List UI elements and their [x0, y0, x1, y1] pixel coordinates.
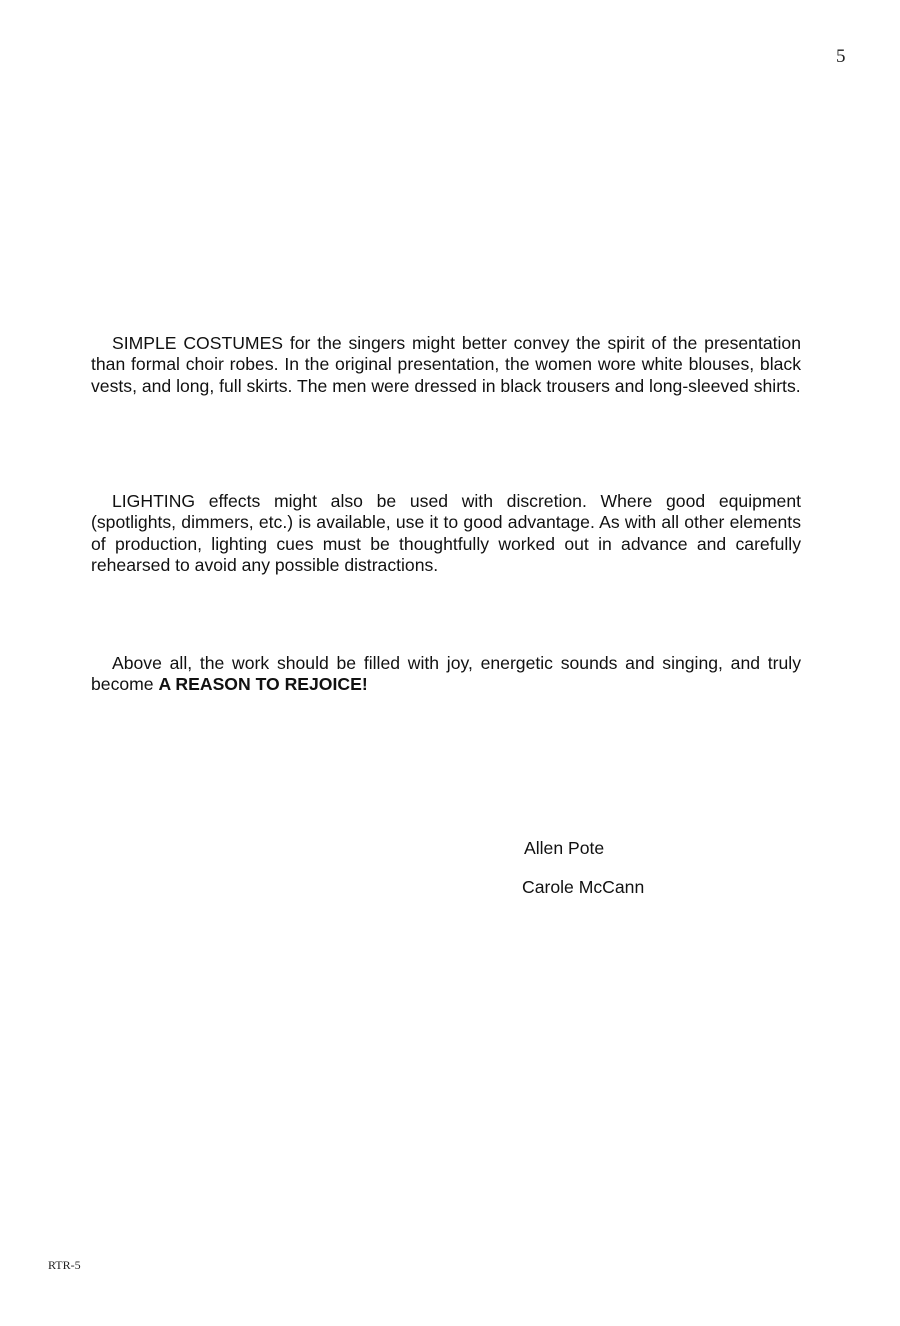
- closing-paragraph: [91, 653, 801, 696]
- costumes-paragraph: SIMPLE COSTUMES for the singers might better convey the spirit of the presentation than formal choir robes. In the original presentation, the women wore white blouses, black vests, and long, full skirts. The men were dressed in black trousers and long-sleeved shirts.: [91, 333, 801, 396]
- lighting-paragraph: LIGHTING effects might also be used with discretion. Where good equipment (spotlights, dimmers, etc.) is available, use it to good advantage. As with all other elements of production, lighting cues must be thoughtfully worked out in advance and carefully rehearsed to avoid any possible distractions.: [91, 491, 801, 576]
- signature-allen-pote: Allen Pote: [524, 838, 605, 858]
- page-number: 5: [836, 46, 846, 67]
- closing-emphasis: A REASON TO REJOICE!: [158, 674, 368, 695]
- closing-text: Above all, the work should be filled with joy, energetic sounds and singing, and truly become: [91, 653, 801, 695]
- signature-carole-mccann: Carole McCann: [522, 877, 645, 897]
- footer-code: RTR-5: [48, 1258, 81, 1272]
